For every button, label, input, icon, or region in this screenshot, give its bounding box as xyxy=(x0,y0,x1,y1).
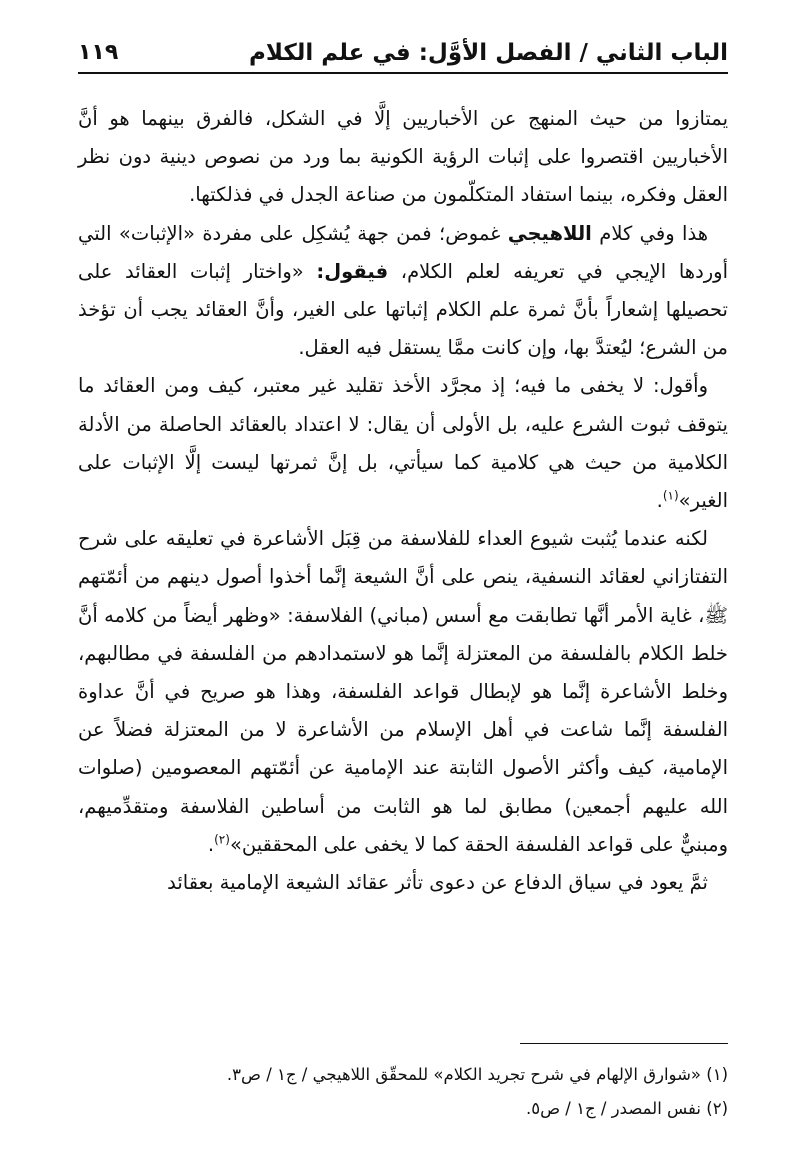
quote-intro-bold: فيقول: xyxy=(316,259,389,283)
paragraph-4-end: . xyxy=(207,832,215,856)
footnote-ref-2[interactable]: (٢) xyxy=(214,832,230,847)
paragraph-2-mid: غموض؛ فمن جهة يُشكِل على مفردة «الإثبات» التي أوردها الإيجي في تعريفه لعلم الكلام، xyxy=(78,221,729,283)
paragraph-1-text: يمتازوا من حيث المنهج عن الأخباريين إلَّا في الشكل، فالفرق بينهما هو أنَّ الأخباريين اقتصروا على إثبات الرؤية الكونية بما ورد من نصوص دينية دون نظر العقل وفكره، بينما استفاد المتكلّمون من صناعة الجدل في فذلكتها. xyxy=(78,107,728,207)
paragraph-5 xyxy=(78,864,728,902)
paragraph-3 xyxy=(78,367,728,520)
footnote-2: (٢) نفس المصدر / ج١ / ص٥. xyxy=(525,1099,728,1118)
paragraph-2 xyxy=(78,215,728,368)
paragraph-5-text: ثمَّ يعود في سياق الدفاع عن دعوى تأثر عقائد الشيعة الإمامية بعقائد xyxy=(167,871,708,895)
footnotes xyxy=(78,1058,728,1126)
running-title: الباب الثاني / الفصل الأوَّل: في علم الكلام xyxy=(249,40,728,66)
paragraph-3-text: وأقول: لا يخفى ما فيه؛ إذ مجرَّد الأخذ تقليد غير معتبر، كيف ومن العقائد ما يتوقف ثبوت الشرع عليه، بل الأولى أن يقال: لا اعتداد بالعقائد الحاصلة من الأدلة الكلامية من حيث هي كلامية كما سيأتي، بل إنَّ ثمرتها ليست إلَّا الإثبات على الغير» xyxy=(78,374,728,513)
paragraph-2-lead: هذا وفي كلام xyxy=(591,221,708,245)
page-header xyxy=(78,28,728,74)
paragraph-3-end: . xyxy=(656,489,663,513)
paragraph-4-text: لكنه عندما يُثبت شيوع العداء للفلاسفة من قِبَل الأشاعرة في تعليقه على شرح التفتازاني لعقائد النسفية، ينص على أنَّ الشيعة إنَّما أخذوا أصول دينهم من أئمّتهم ﷺ، غاية الأمر أنَّها تطابقت مع أسس (مباني) الفلاسفة: «وظهر أيضاً من كلامه أنَّ خلط الكلام بالفلسفة من المعتزلة إنَّما هو لاستمدادهم من الفلسفة في مطالبهم، وخلط الأشاعرة إنَّما هو لإبطال قواعد الفلسفة، وهذا هو صريح في أنَّ عداوة الفلسفة إنَّما شاعت في أهل الإسلام من الأشاعرة لا من المعتزلة فضلاً عن الإمامية، كيف وأكثر الأصول الثابتة عند الإمامية عن أئمّتهم المعصومين (صلوات الله عليهم أجمعين) مطابق لما هو الثابت من أساطين الفلاسفة ومتقدِّميهم، ومبنيٌّ على قواعد الفلسفة الحقة كما لا يخفى على المحققين» xyxy=(78,527,728,856)
paragraph-1 xyxy=(78,100,728,215)
author-name-bold: اللاهيجي xyxy=(507,221,592,245)
footnote-divider xyxy=(520,1043,728,1044)
footnote-1: (١) «شوارق الإلهام في شرح تجريد الكلام» للمحقّق اللاهيجي / ج١ / ص٣. xyxy=(226,1065,728,1084)
footnote-ref-1[interactable]: (١) xyxy=(662,488,679,503)
body-text xyxy=(78,100,728,902)
paragraph-2-tail: «واختار إثبات العقائد على تحصيلها إشعاراً بأنَّ ثمرة علم الكلام إثباتها على الغير، وأنَّ العقائد يجب أن تؤخذ من الشرع؛ ليُعتدَّ بها، وإن كانت ممَّا يستقل فيه العقل. xyxy=(78,259,728,360)
page-number: ١١٩ xyxy=(78,40,119,65)
paragraph-4 xyxy=(78,520,728,864)
